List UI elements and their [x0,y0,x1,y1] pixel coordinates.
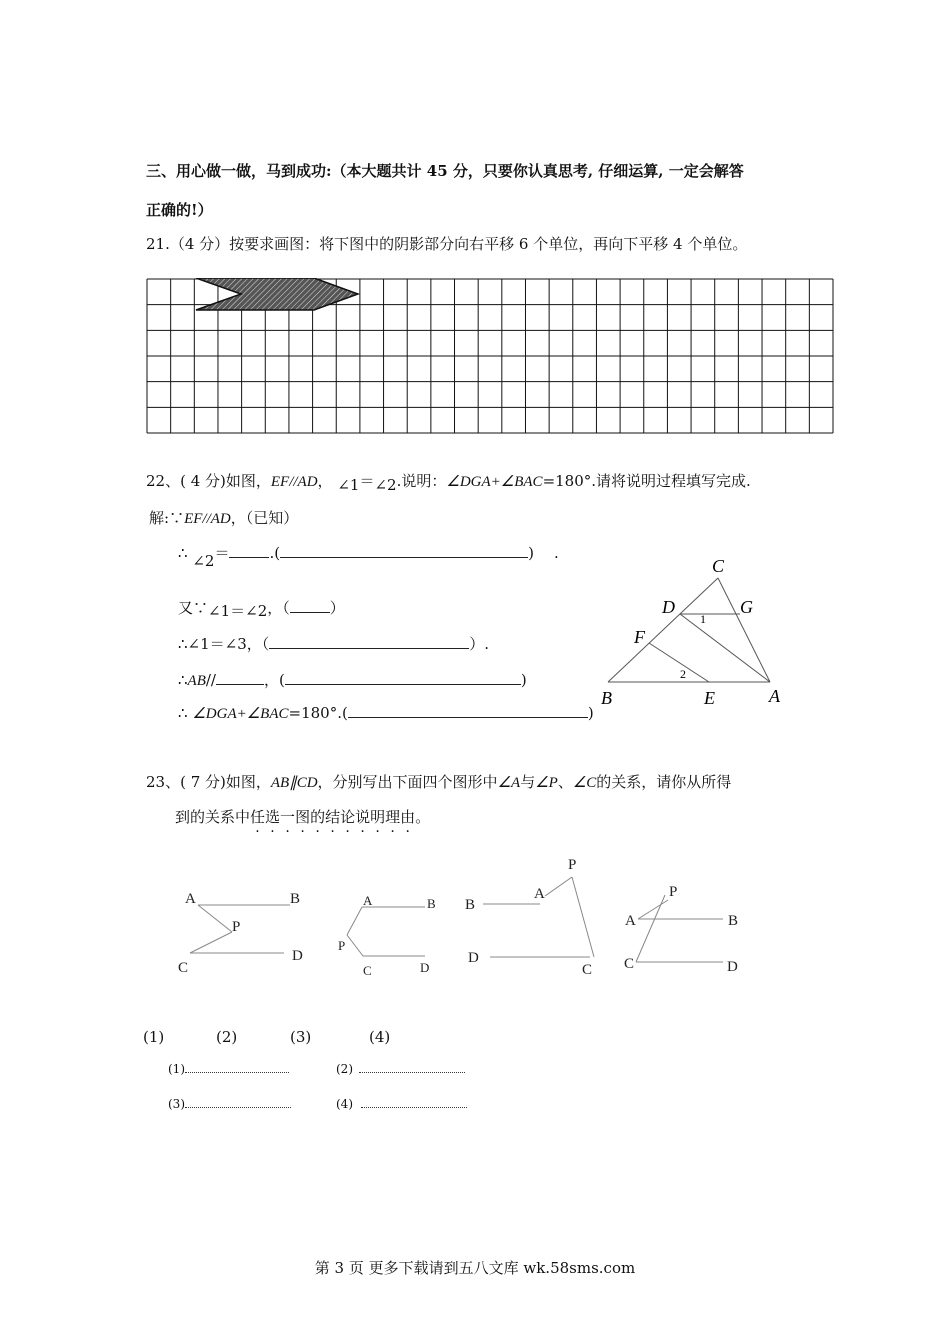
q22-blank-2[interactable] [290,612,330,613]
fig3-label-a: A [534,886,545,902]
caption-3: (3) [290,1028,312,1046]
q22-line5-expr: ∠DGA+∠BAC [192,706,289,722]
fig22-label-b: B [601,688,612,708]
q22-line4-ab: AB [187,673,206,689]
q22-line1-angle: ∠2 [192,552,215,570]
q22-blank-1b[interactable] [280,557,528,558]
q22-blank-5[interactable] [348,717,588,718]
caption-4: (4) [369,1028,391,1046]
q22-line1-eq: ＝ [214,544,230,562]
fig2-label-p: P [338,938,346,953]
q22-prompt-eq: ＝ [359,472,375,490]
q22-sol-efad: EF//AD [184,511,231,527]
q23-line1-b: ，分别写出下面四个图形中 [317,773,498,791]
caption-1: (1) [143,1028,165,1046]
q22-line2 [178,597,345,618]
fig1-label-d: D [292,948,303,964]
answer-4-label: (4) [336,1097,353,1111]
answer-2-label: (2) [336,1062,353,1076]
q23-line1 [146,771,731,792]
q22-blank-4b[interactable] [285,684,521,685]
fig3-label-c: C [582,962,593,978]
q22-prompt-b: ， [317,472,333,490]
q23-line2-emphasis: 任选一图的结论说明理由 [250,808,416,826]
answer-3 [168,1097,291,1111]
q23-line1-e: 的关系，请你从所得 [596,773,732,791]
fig22-label-1: 1 [700,612,706,626]
q22-prompt-angle2: ∠2 [374,476,397,494]
answer-1 [168,1062,289,1076]
answer-3-blank[interactable] [185,1107,291,1108]
q22-sol-because: ∵ [169,509,185,527]
q22-line3-sep: ，（ [246,635,270,653]
q22-line2-close: ） [329,599,345,617]
q22-blank-3[interactable] [269,648,469,649]
answer-3-label: (3) [168,1097,185,1111]
fig4-label-c: C [624,956,635,972]
section-heading-line2: 正确的!） [146,201,213,219]
fig1-label-p: P [232,919,241,935]
q22-prompt-a: 22、( 4 分)如图， [146,472,271,490]
q22-line4-sep: ，( [263,671,285,689]
q22-blank-4a[interactable] [216,684,264,685]
fig4-label-a: A [625,913,636,929]
answer-2 [336,1062,465,1076]
fig22-label-c: C [712,556,725,576]
q23-line1-c: 与 [520,773,536,791]
fig2-label-c: C [363,963,372,978]
q22-line5 [178,704,594,723]
fig3-label-p: P [568,857,577,873]
q23-line1-angA: ∠A [497,775,521,791]
q22-prompt-d: =180°.请将说明过程填写完成. [542,472,751,490]
q22-prompt [146,470,751,494]
fig3-label-d: D [468,950,479,966]
answer-4-blank[interactable] [361,1107,467,1108]
fig22-label-e: E [704,688,715,708]
q23-line2 [175,806,430,827]
q22-line2-prefix: 又∵ [178,599,209,617]
q22-line5-close: ) [587,704,594,722]
fig22-label-g: G [740,597,753,617]
fig22-label-d: D [662,597,675,617]
fig1-label-a: A [185,891,196,907]
q23-figures [170,850,790,980]
q22-line5-eq: =180°.( [288,704,348,722]
fig4-label-p: P [669,884,678,900]
page-footer: 第 3 页 更多下载请到五八文库 wk.58sms.com [314,1259,636,1277]
q22-line5-prefix: ∴ [178,704,188,722]
q22-line4-prefix: ∴ [178,671,188,689]
q21-text: 21.（4 分）按要求画图：将下图中的阴影部分向右平移 6 个单位，再向下平移 4 个单位。 [146,235,748,253]
q22-prompt-angle1: ∠1 [337,476,360,494]
q22-prompt-efad: EF//AD [270,474,318,490]
q23-line1-d: 、 [557,773,573,791]
fig22-label-a: A [769,686,780,706]
q22-blank-1a[interactable] [229,557,269,558]
q22-line1-paren-open: .( [269,544,281,562]
q22-line3-close: ）. [469,635,490,653]
fig2-label-b: B [427,896,436,911]
fig4-label-b: B [728,913,739,929]
fig1-label-c: C [178,960,189,976]
answer-2-blank[interactable] [359,1072,465,1073]
fig2-label-a: A [363,893,373,908]
q22-line4-par: // [205,671,216,689]
q22-prompt-dga: ∠DGA+∠BAC [446,474,543,490]
q22-line3-prefix: ∴ [178,635,188,653]
fig22-label-f: F [634,627,645,647]
q22-solution-start [149,507,298,528]
q22-triangle-figure [596,552,796,712]
q23-line1-angP: ∠P [535,775,558,791]
caption-2: (2) [216,1028,238,1046]
q23-line1-angC: ∠C [572,775,597,791]
fig2-label-d: D [420,960,430,975]
q22-line3-expr: ∠1＝∠3 [187,635,247,653]
q23-line1-a: 23、( 7 分)如图， [146,773,271,791]
answer-4 [336,1097,467,1111]
q22-line1 [178,542,559,570]
q22-line2-sep: ，（ [267,599,290,617]
q22-line2-expr: ∠1＝∠2 [208,602,268,620]
q22-line1-paren-close: ) [528,544,534,562]
q21-shaded-shape [196,278,358,310]
section-heading-line1: 三、用心做一做，马到成功:（本大题共计 45 分，只要你认真思考, 仔细运算, 一定会解答 [146,162,744,180]
fig22-label-2: 2 [680,667,686,681]
q22-line3 [178,633,489,654]
q23-line2-a: 到的关系中 [175,808,251,826]
fig4-label-d: D [727,959,738,975]
answer-1-blank[interactable] [185,1072,289,1073]
q23-line2-b: 。 [415,808,431,826]
q21-grid [146,278,834,434]
q23-line1-abcd: AB∥CD [270,775,318,791]
q22-line4 [178,669,527,690]
q22-sol-known: ，（已知） [230,509,299,527]
fig1-label-b: B [290,891,301,907]
fig3-label-b: B [465,897,476,913]
q22-line4-close: ) [520,671,527,689]
q22-line1-therefore: ∴ [178,544,188,562]
answer-1-label: (1) [168,1062,185,1076]
q22-sol-label: 解: [149,509,170,527]
q22-line1-end: . [553,544,559,562]
q22-prompt-c: .说明： [396,472,447,490]
